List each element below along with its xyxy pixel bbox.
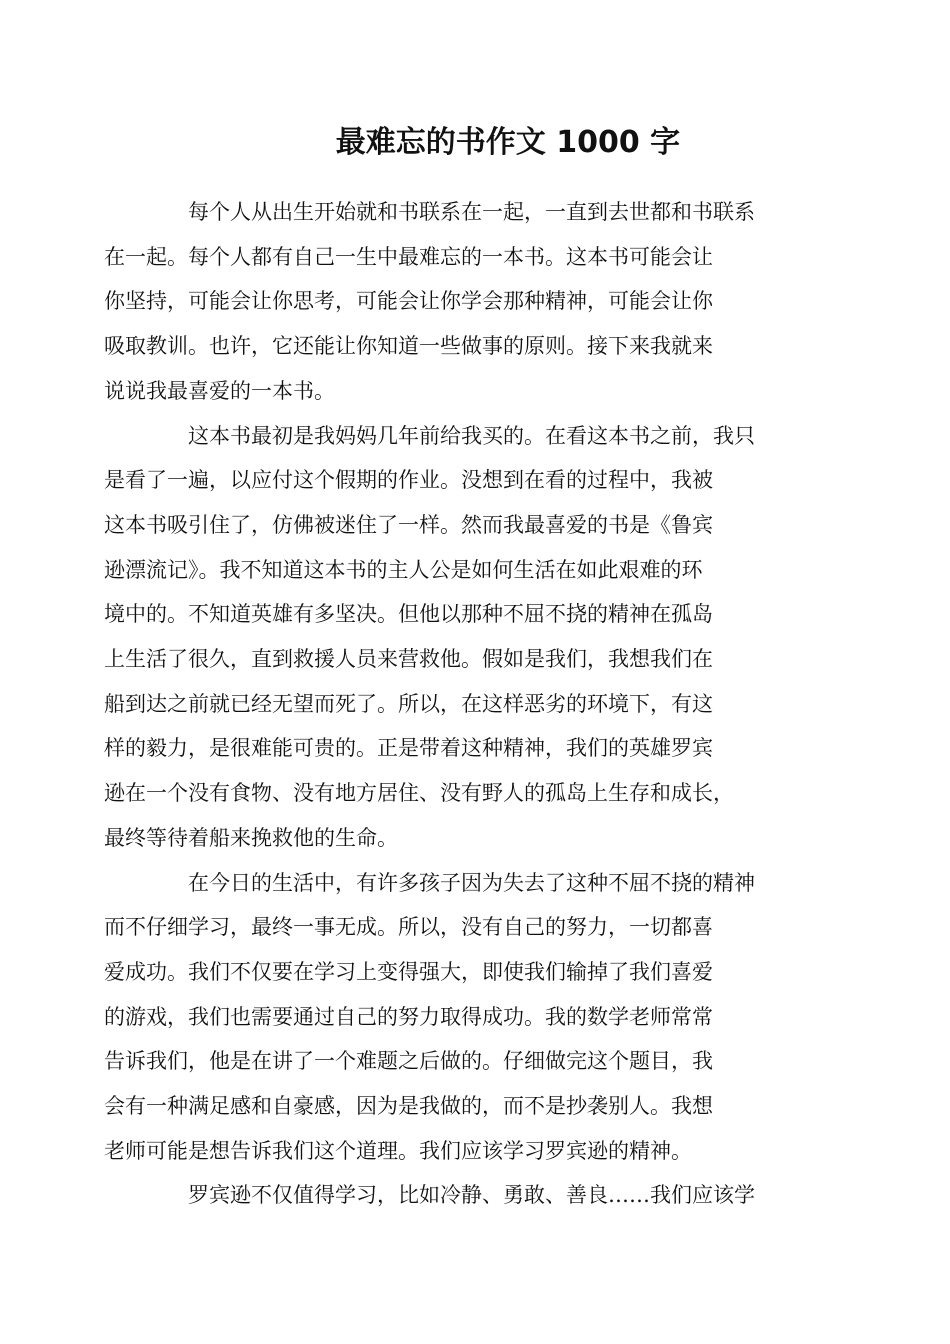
text-line: 上生活了很久，直到救援人员来营救他。假如是我们，我想我们在 bbox=[104, 647, 713, 672]
paragraph-2 bbox=[104, 414, 816, 861]
text-line: 每个人从出生开始就和书联系在一起，一直到去世都和书联系 bbox=[188, 200, 755, 224]
text-line: 这本书吸引住了，仿佛被迷住了一样。然而我最喜爱的书是《鲁宾 bbox=[104, 512, 713, 537]
paragraph-1 bbox=[104, 190, 816, 414]
text-line: 说说我最喜爱的一本书。 bbox=[104, 378, 335, 403]
text-line: 逊在一个没有食物、没有地方居住、没有野人的孤岛上生存和成长， bbox=[104, 781, 734, 806]
text-line: 逊漂流记》。我不知道这本书的主人公是如何生活在如此艰难的环 bbox=[104, 557, 703, 582]
text-line: 样的毅力，是很难能可贵的。正是带着这种精神，我们的英雄罗宾 bbox=[104, 736, 713, 761]
text-line: 吸取教训。也许，它还能让你知道一些做事的原则。接下来我就来 bbox=[104, 334, 713, 359]
text-line: 罗宾逊不仅值得学习，比如冷静、勇敢、善良……我们应该学 bbox=[188, 1183, 755, 1208]
text-line: 是看了一遍，以应付这个假期的作业。没想到在看的过程中，我被 bbox=[104, 468, 713, 493]
text-line: 这本书最初是我妈妈几年前给我买的。在看这本书之前，我只 bbox=[188, 423, 755, 448]
paragraph-4 bbox=[146, 1173, 816, 1218]
text-line: 会有一种满足感和自豪感，因为是我做的，而不是抄袭别人。我想 bbox=[104, 1094, 713, 1119]
document-title: 最难忘的书作文 1000 字 bbox=[335, 125, 681, 160]
text-line: 境中的。不知道英雄有多坚决。但他以那种不屈不挠的精神在孤岛 bbox=[104, 602, 713, 627]
text-line: 在一起。每个人都有自己一生中最难忘的一本书。这本书可能会让 bbox=[104, 244, 713, 269]
text-line: 船到达之前就已经无望而死了。所以，在这样恶劣的环境下，有这 bbox=[104, 691, 713, 716]
text-line: 最终等待着船来挽救他的生命。 bbox=[104, 825, 398, 850]
text-line: 老师可能是想告诉我们这个道理。我们应该学习罗宾逊的精神。 bbox=[104, 1138, 692, 1163]
text-line: 的游戏，我们也需要通过自己的努力取得成功。我的数学老师常常 bbox=[104, 1004, 713, 1029]
text-line: 在今日的生活中，有许多孩子因为失去了这种不屈不挠的精神 bbox=[188, 870, 755, 895]
document-body bbox=[104, 190, 816, 1218]
text-line: 而不仔细学习，最终一事无成。所以，没有自己的努力，一切都喜 bbox=[104, 915, 713, 940]
text-line: 告诉我们，他是在讲了一个难题之后做的。仔细做完这个题目，我 bbox=[104, 1049, 713, 1074]
paragraph-3 bbox=[104, 861, 816, 1174]
text-line: 你坚持，可能会让你思考，可能会让你学会那种精神，可能会让你 bbox=[104, 289, 713, 314]
text-line: 爱成功。我们不仅要在学习上变得强大，即使我们输掉了我们喜爱 bbox=[104, 959, 713, 984]
